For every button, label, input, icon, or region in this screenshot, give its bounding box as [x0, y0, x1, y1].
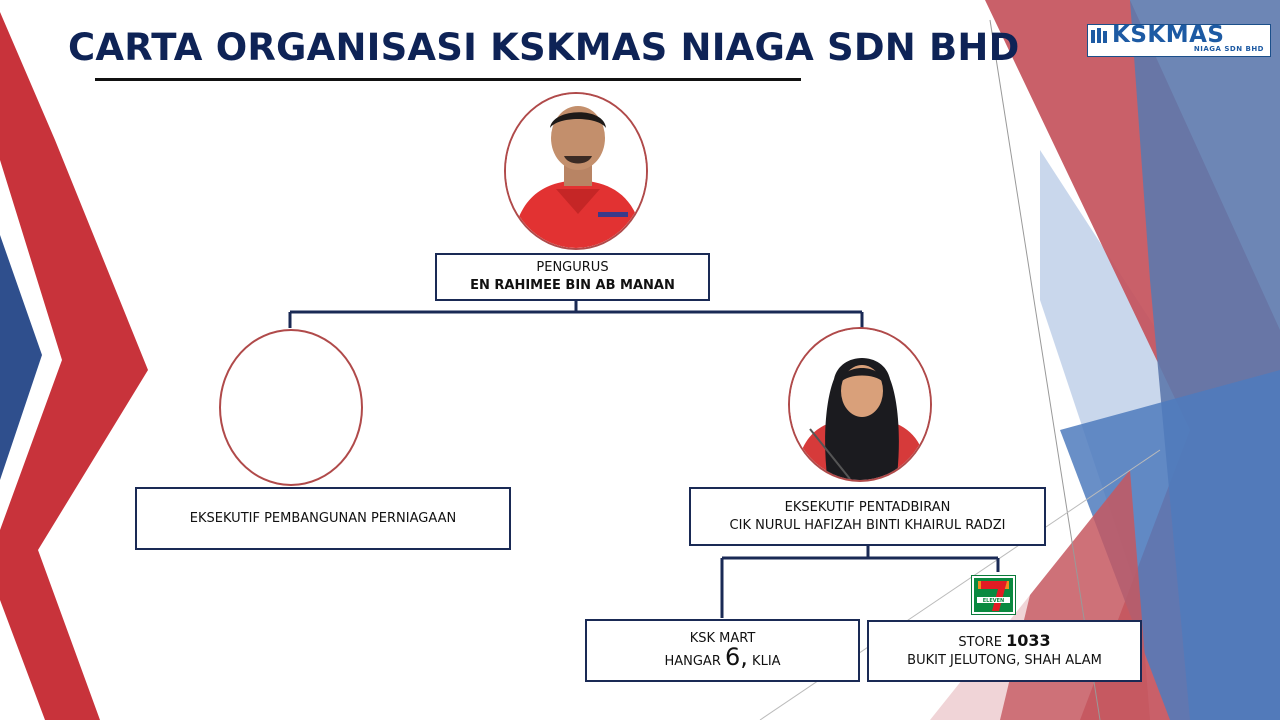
page-title: CARTA ORGANISASI KSKMAS NIAGA SDN BHD	[68, 26, 1020, 69]
ksk-mart-location: HANGAR 6, KLIA	[664, 643, 781, 671]
admin-exec-box	[689, 487, 1046, 546]
admin-exec-avatar-icon	[790, 329, 932, 482]
manager-role: PENGURUS	[536, 260, 609, 275]
manager-avatar-icon	[506, 94, 648, 250]
business-exec-box	[135, 487, 511, 550]
store-box	[867, 620, 1142, 682]
svg-text:ELEVEN: ELEVEN	[982, 598, 1005, 604]
store-title: STORE 1033	[958, 631, 1051, 650]
store-number: 1033	[1006, 631, 1051, 650]
admin-exec-name: CIK NURUL HAFIZAH BINTI KHAIRUL RADZI	[729, 517, 1006, 533]
manager-name: EN RAHIMEE BIN AB MANAN	[470, 278, 675, 293]
store-location: BUKIT JELUTONG, SHAH ALAM	[907, 653, 1102, 668]
hangar-number: 6,	[725, 643, 748, 671]
business-exec-photo-placeholder	[219, 329, 363, 486]
logo-subtitle: NIAGA SDN BHD	[1193, 45, 1264, 53]
manager-box	[435, 253, 710, 301]
title-underline	[95, 78, 801, 81]
admin-exec-photo	[788, 327, 932, 482]
logo-text: KSKMAS	[1112, 22, 1225, 48]
admin-exec-role: EKSEKUTIF PENTADBIRAN	[784, 499, 951, 515]
manager-photo	[504, 92, 648, 250]
business-exec-role: EKSEKUTIF PEMBANGUNAN PERNIAGAAN	[189, 510, 457, 526]
ksk-mart-box	[585, 619, 860, 682]
ksk-mart-name: KSK MART	[689, 631, 756, 646]
kskmas-logo	[1087, 24, 1271, 57]
7-eleven-icon	[971, 575, 1016, 615]
